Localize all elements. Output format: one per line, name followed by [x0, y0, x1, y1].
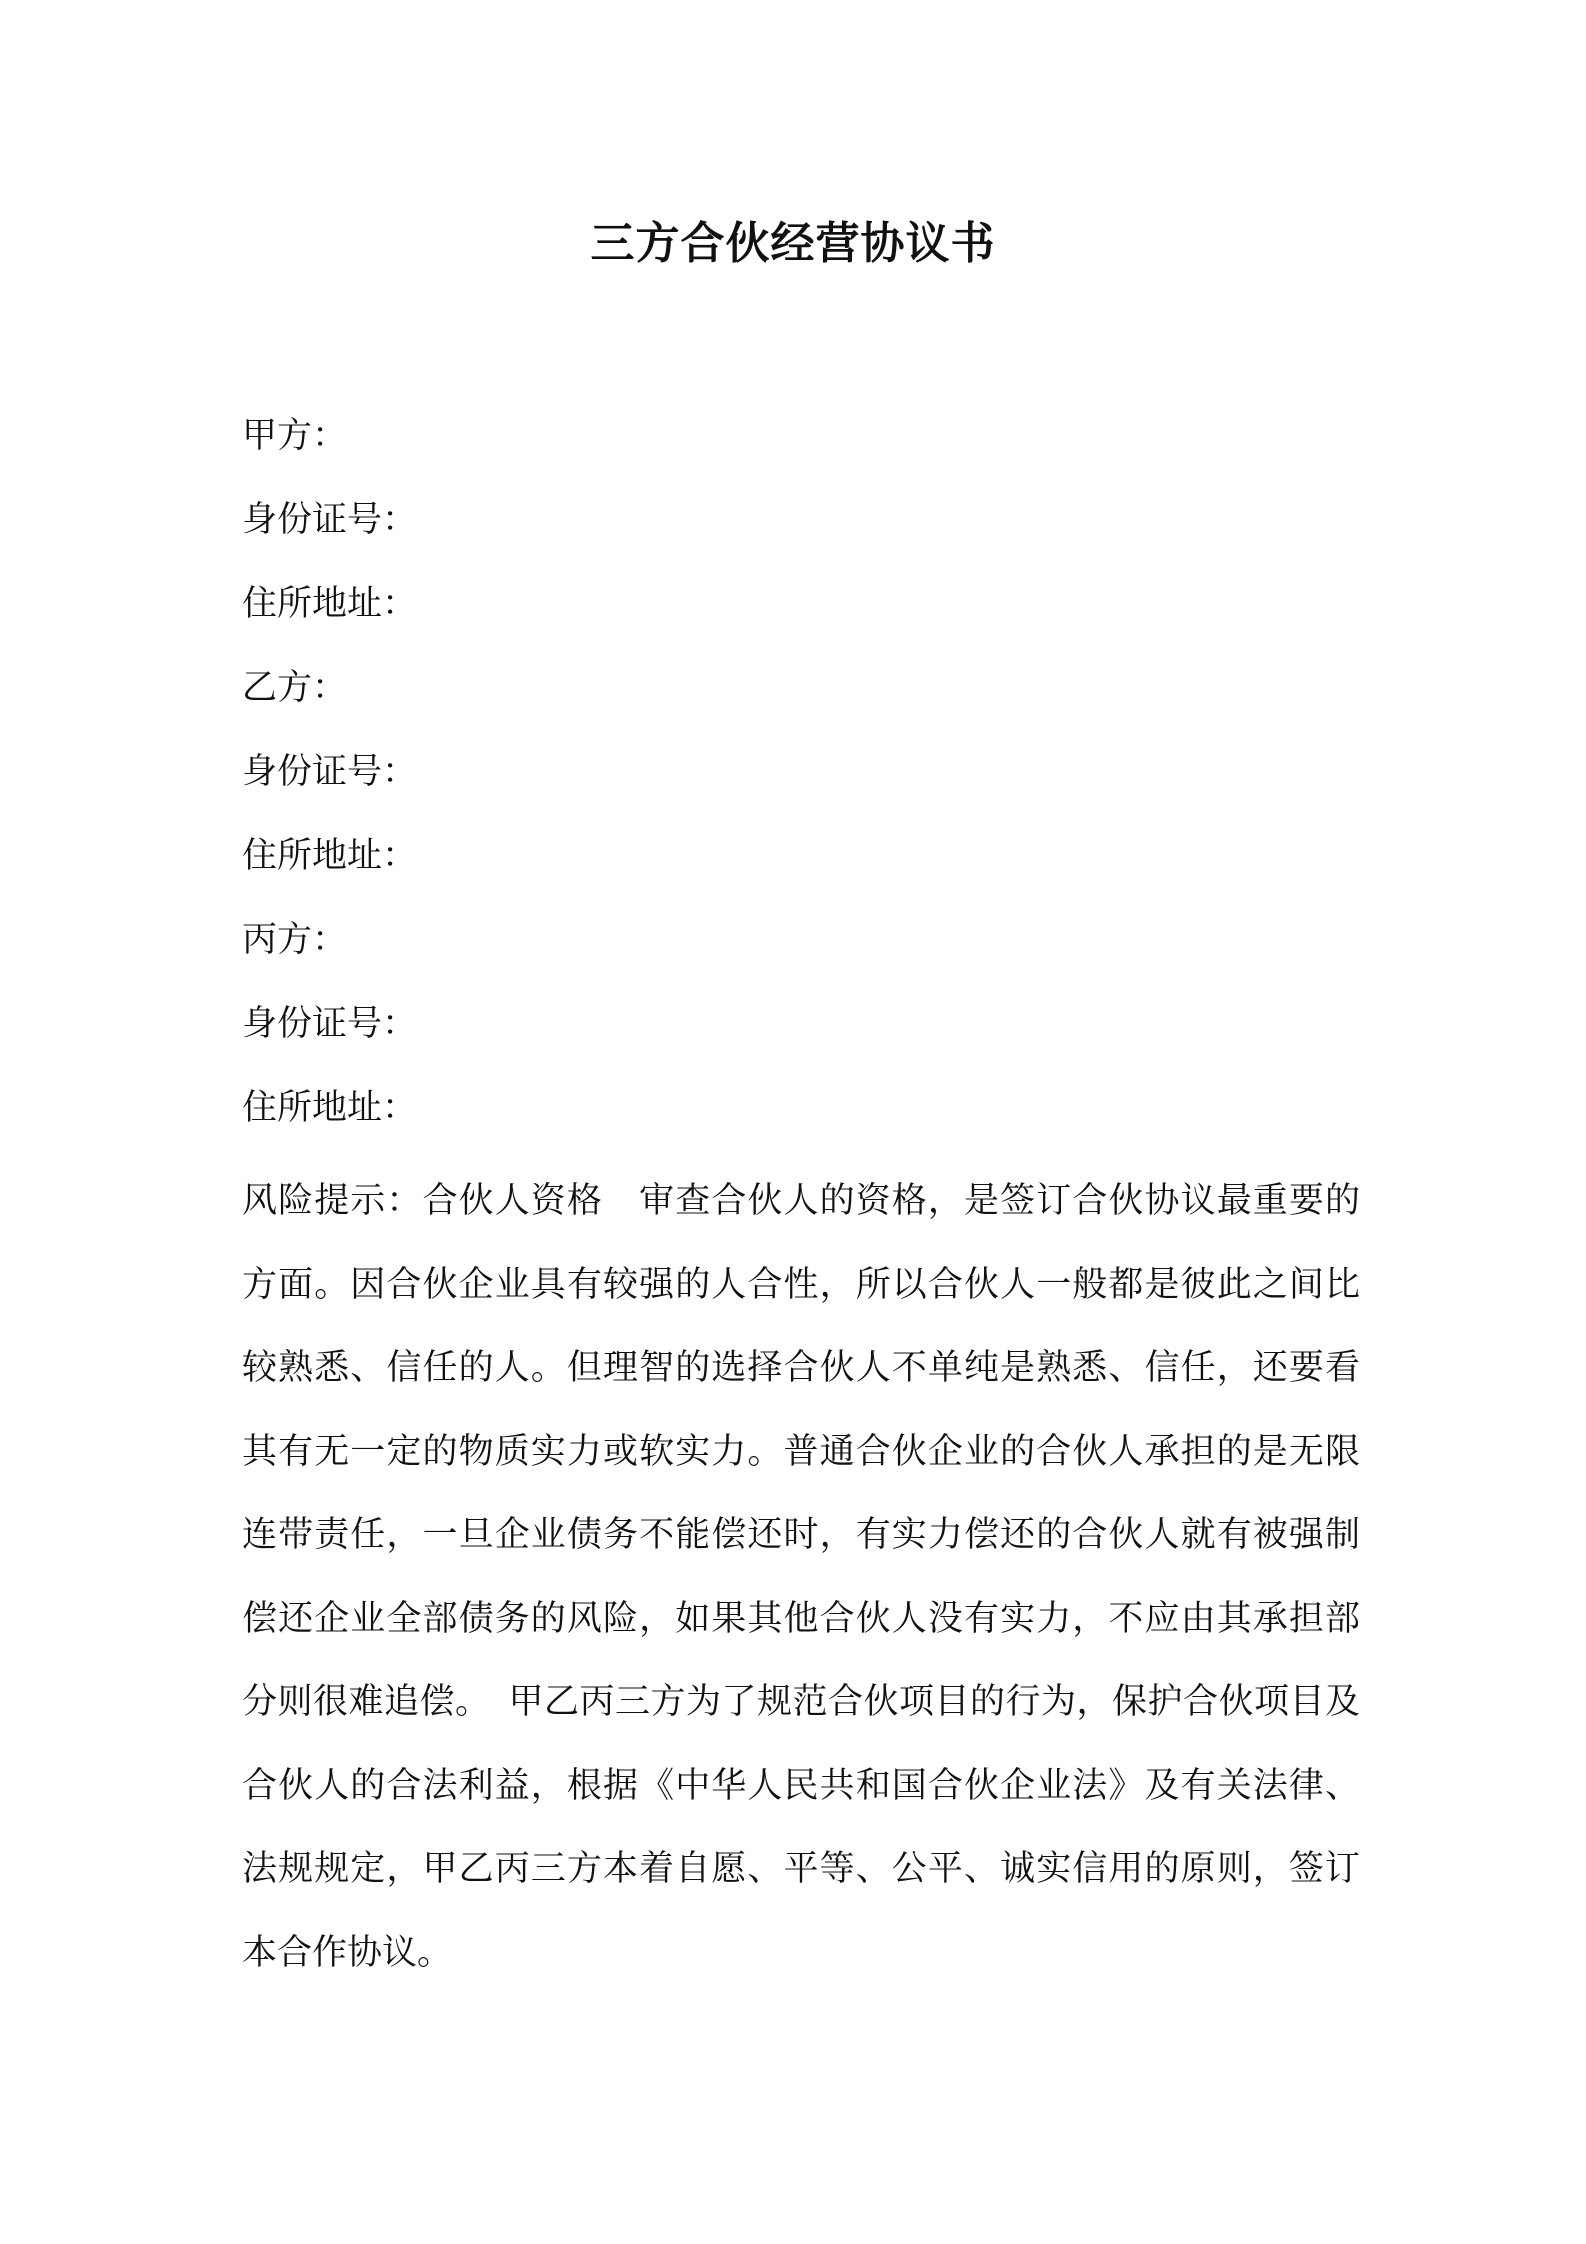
- party-b-address-label: 住所地址：: [242, 836, 418, 876]
- document-title: 三方合伙经营协议书: [590, 218, 996, 269]
- party-a-label: 甲方：: [242, 416, 348, 456]
- party-b-label: 乙方：: [242, 668, 348, 708]
- party-c-label: 丙方：: [242, 920, 348, 960]
- party-c-id-label: 身份证号：: [242, 1004, 418, 1044]
- party-a-address-label: 住所地址：: [242, 584, 418, 624]
- party-a-id-label: 身份证号：: [242, 500, 418, 540]
- party-c-address-label: 住所地址：: [242, 1088, 418, 1128]
- party-b-id-label: 身份证号：: [242, 752, 418, 792]
- risk-notice-paragraph: 风险提示：合伙人资格 审查合伙人的资格，是签订合伙协议最重要的方面。因合伙企业具有较强的人合性，所以合伙人一般都是彼此之间比较熟悉、信任的人。但理智的选择合伙人不单纯是熟悉、信任，还要看其有无一定的物质实力或软实力。普通合伙企业的合伙人承担的是无限连带责任，一旦企业债务不能偿还时，有实力偿还的合伙人就有被强制偿还企业全部债务的风险，如果其他合伙人没有实力，不应由其承担部分则很难追偿。 甲乙丙三方为了规范合伙项目的行为，保护合伙项目及合伙人的合法利益，根据《中华人民共和国合伙企业法》及有关法律、法规规定，甲乙丙三方本着自愿、平等、公平、诚实信用的原则，签订本合作协议。: [242, 1181, 1360, 1973]
- party-info-section: [242, 404, 1362, 1160]
